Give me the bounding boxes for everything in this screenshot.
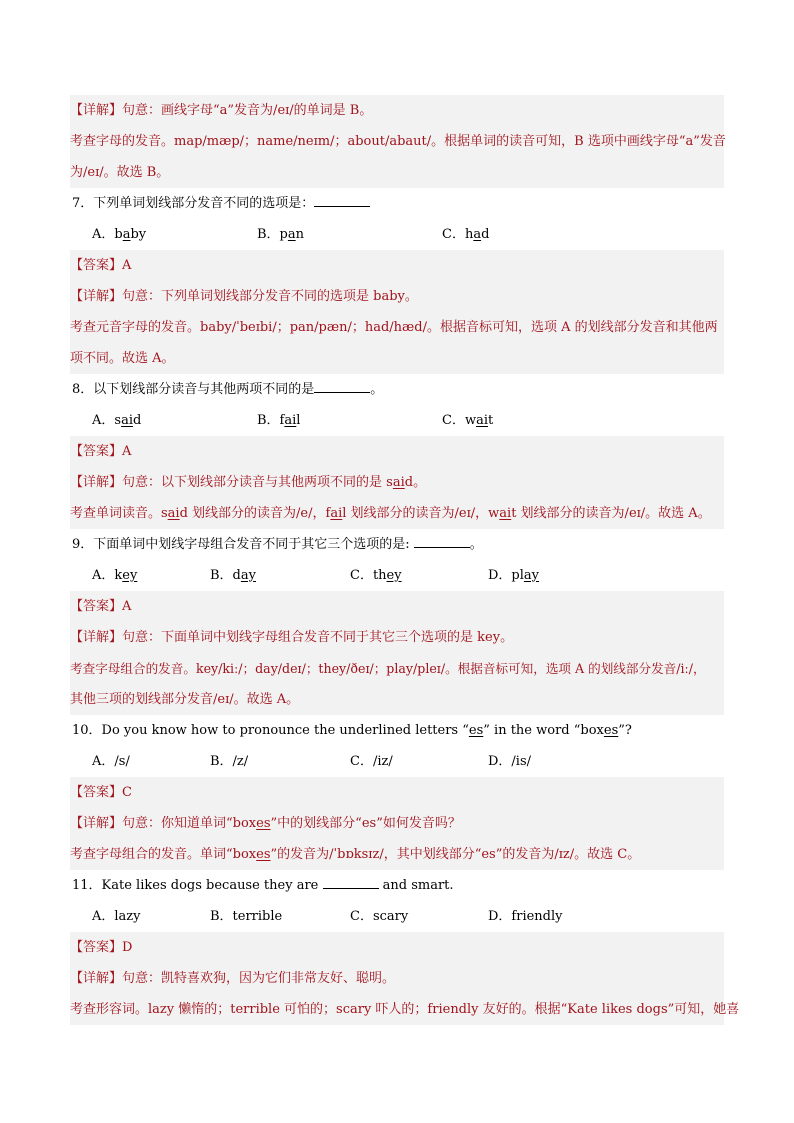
q11-detail-line-1 bbox=[70, 963, 724, 994]
option-c: C．had bbox=[442, 227, 490, 242]
q6-detail-line-3: 为/eɪ/。故选 B。 bbox=[70, 157, 724, 188]
q8-answer bbox=[70, 436, 724, 467]
q11-answer bbox=[70, 932, 724, 963]
option-b: B．fail bbox=[257, 413, 301, 428]
q8-question: 8．以下划线部分读音与其他两项不同的是 。 bbox=[72, 382, 384, 397]
document-page bbox=[70, 95, 740, 1025]
option-a: A．baby bbox=[92, 227, 147, 242]
q10-options bbox=[70, 746, 724, 777]
q6-detail-line-2: 考查字母的发音。map/mæp/；name/neɪm/；about/abaut/。根据单词的读音可知，B 选项中画线字母“a”发音 bbox=[70, 126, 724, 157]
option-c: C．/iz/ bbox=[350, 754, 393, 769]
q9-detail-line-3: 其他三项的划线部分发音/eɪ/。故选 A。 bbox=[70, 684, 724, 715]
answer-value: A bbox=[122, 258, 132, 273]
q11-detail-line-2: 考查形容词。lazy 懒惰的；terrible 可怕的；scary 吓人的；friendly 友好的。根据“Kate likes dogs”可知，她喜 bbox=[70, 994, 724, 1025]
detail-label: 【详解】 bbox=[70, 475, 123, 490]
option-c: C．scary bbox=[350, 909, 409, 924]
detail-label: 【详解】 bbox=[70, 630, 123, 645]
option-c: C．wait bbox=[442, 413, 494, 428]
answer-blank bbox=[414, 535, 470, 548]
detail-text: 句意：以下划线部分读音与其他两项不同的是 said。 bbox=[122, 475, 427, 490]
detail-label: 【详解】 bbox=[70, 971, 123, 986]
answer-value: D bbox=[122, 940, 133, 955]
q8-detail-line-2: 考查单词读音。said 划线部分的读音为/e/，fail 划线部分的读音为/eɪ/，wait 划线部分的读音为/eɪ/。故选 A。 bbox=[70, 498, 724, 529]
answer-label: 【答案】 bbox=[70, 444, 123, 459]
detail-text: 句意：下列单词划线部分发音不同的选项是 baby。 bbox=[122, 289, 418, 304]
option-a: A．said bbox=[92, 413, 142, 428]
answer-blank bbox=[323, 876, 379, 889]
question-text: 8．以下划线部分读音与其他两项不同的是 bbox=[72, 382, 315, 397]
detail-label: 【详解】 bbox=[70, 816, 123, 831]
option-d: D．friendly bbox=[488, 909, 563, 924]
q9-detail-line-1 bbox=[70, 622, 724, 653]
option-a: A．key bbox=[92, 568, 138, 583]
q6-detail-line-1 bbox=[70, 95, 724, 126]
question-text: 9．下面单词中划线字母组合发音不同于其它三个选项的是: bbox=[72, 537, 414, 552]
q8-detail-line-1 bbox=[70, 467, 724, 498]
question-text: 7．下列单词划线部分发音不同的选项是： bbox=[72, 196, 315, 211]
answer-blank bbox=[314, 194, 370, 207]
detail-text: 句意：画线字母“a”发音为/eɪ/的单词是 B。 bbox=[122, 103, 373, 118]
q7-detail-line-1 bbox=[70, 281, 724, 312]
detail-label: 【详解】 bbox=[70, 289, 123, 304]
q8-options bbox=[70, 405, 724, 436]
option-b: B．day bbox=[210, 568, 256, 583]
q11-options bbox=[70, 901, 724, 932]
option-a: A．/s/ bbox=[92, 754, 130, 769]
q7-options bbox=[70, 219, 724, 250]
q9-question: 9．下面单词中划线字母组合发音不同于其它三个选项的是: 。 bbox=[72, 537, 483, 552]
q7-question bbox=[70, 188, 724, 219]
q10-detail-line-1 bbox=[70, 808, 724, 839]
q10-detail-line-2: 考查字母组合的发音。单词“boxes”的发音为/ˈbɒksɪz/，其中划线部分“es”的发音为/ɪz/。故选 C。 bbox=[70, 839, 724, 870]
option-a: A．lazy bbox=[92, 909, 141, 924]
answer-label: 【答案】 bbox=[70, 785, 123, 800]
detail-text: 句意：凯特喜欢狗，因为它们非常友好、聪明。 bbox=[122, 971, 396, 986]
answer-value: C bbox=[122, 785, 132, 800]
option-c: C．they bbox=[350, 568, 402, 583]
answer-value: A bbox=[122, 444, 132, 459]
q7-answer bbox=[70, 250, 724, 281]
option-b: B．/z/ bbox=[210, 754, 249, 769]
answer-label: 【答案】 bbox=[70, 940, 123, 955]
answer-blank bbox=[314, 380, 370, 393]
option-b: B．pan bbox=[257, 227, 305, 242]
q9-answer bbox=[70, 591, 724, 622]
answer-label: 【答案】 bbox=[70, 258, 123, 273]
option-d: D．play bbox=[488, 568, 540, 583]
q10-answer bbox=[70, 777, 724, 808]
answer-value: A bbox=[122, 599, 132, 614]
q11-question: 11．Kate likes dogs because they are and smart. bbox=[72, 878, 454, 893]
detail-text: 句意：下面单词中划线字母组合发音不同于其它三个选项的是 key。 bbox=[122, 630, 514, 645]
q9-options bbox=[70, 560, 724, 591]
detail-label: 【详解】 bbox=[70, 103, 123, 118]
q7-detail-line-3: 项不同。故选 A。 bbox=[70, 343, 724, 374]
answer-label: 【答案】 bbox=[70, 599, 123, 614]
detail-text: 句意：你知道单词“boxes”中的划线部分“es”如何发音吗？ bbox=[122, 816, 461, 831]
q7-detail-line-2: 考查元音字母的发音。baby/ˈbeɪbi/；pan/pæn/；had/hæd/。根据音标可知，选项 A 的划线部分发音和其他两 bbox=[70, 312, 724, 343]
q9-detail-line-2: 考查字母组合的发音。key/kiː/；day/deɪ/；they/ðeɪ/；play/pleɪ/。根据音标可知，选项 A 的划线部分发音/iː/， bbox=[70, 653, 724, 684]
option-b: B．terrible bbox=[210, 909, 283, 924]
q10-question: 10．Do you know how to pronounce the underlined letters “es” in the word “boxes”? bbox=[72, 723, 632, 738]
option-d: D．/is/ bbox=[488, 754, 532, 769]
